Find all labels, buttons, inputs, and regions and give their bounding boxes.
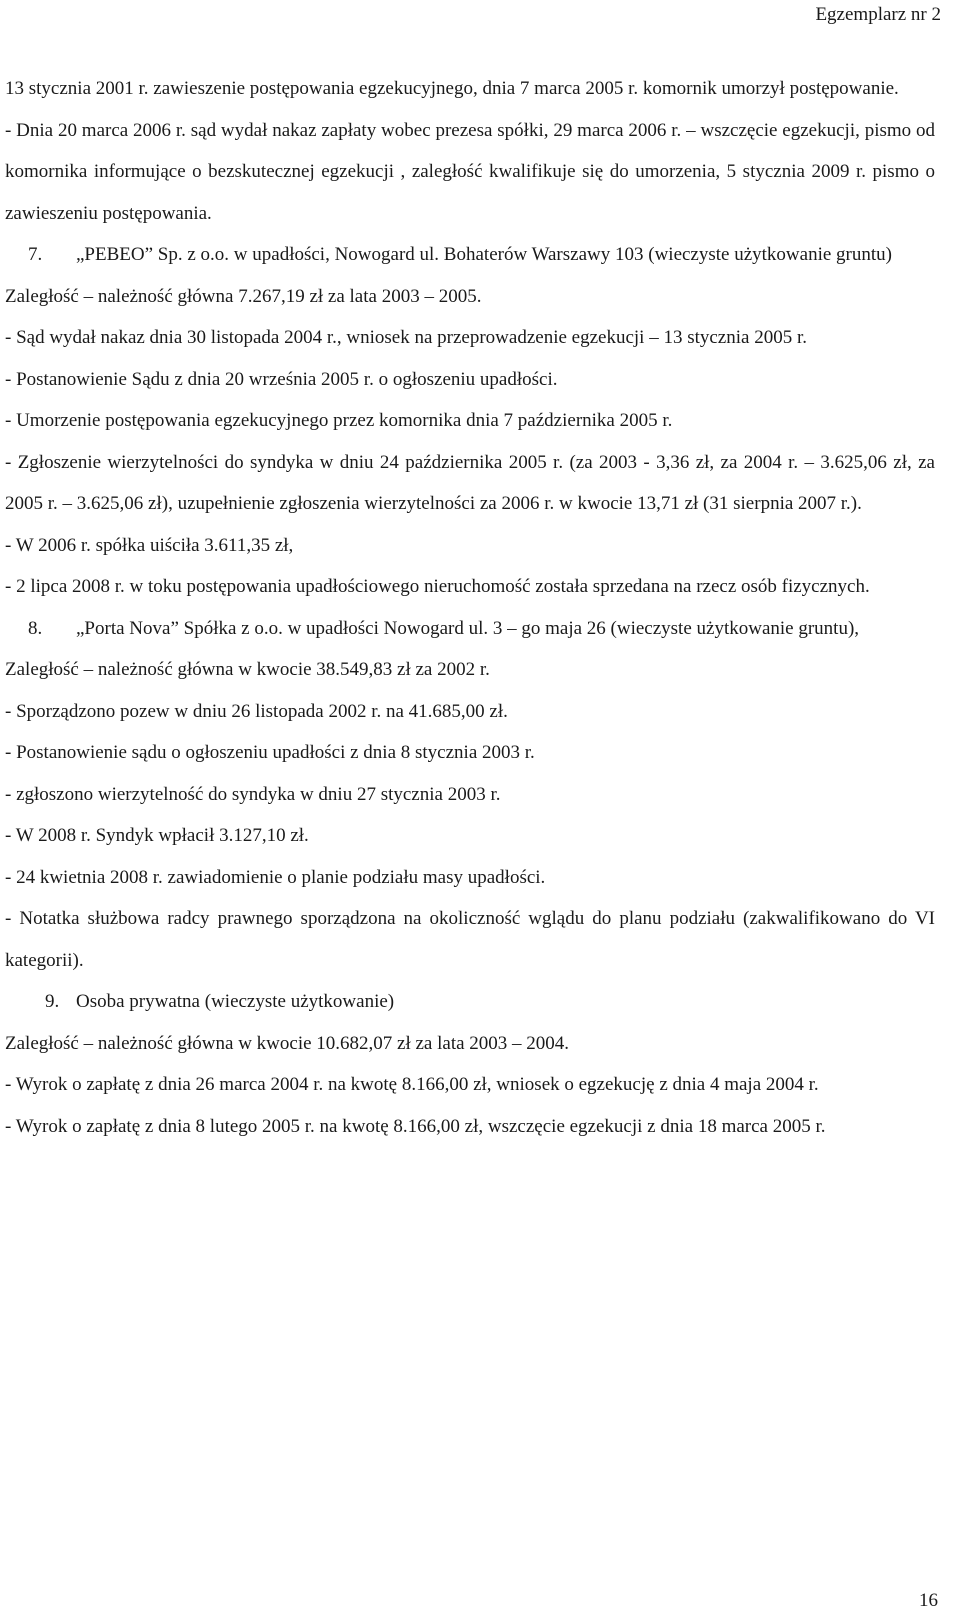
numbered-item-8 bbox=[5, 608, 935, 650]
paragraph: - Wyrok o zapłatę z dnia 26 marca 2004 r. na kwotę 8.166,00 zł, wniosek o egzekucję z dnia 4 maja 2004 r. bbox=[5, 1074, 819, 1095]
paragraph: Zaległość – należność główna 7.267,19 zł za lata 2003 – 2005. bbox=[5, 285, 482, 307]
paragraph: - Sporządzono pozew w dniu 26 listopada 2002 r. na 41.685,00 zł. bbox=[5, 700, 508, 722]
paragraph: - W 2006 r. spółka uiściła 3.611,35 zł, bbox=[5, 534, 294, 556]
paragraph: - Zgłoszenie wierzytelności do syndyka w dniu 24 października 2005 r. (za 2003 - 3,36 zł, za 2004 r. – 3.625,06 zł, za 2005 r. – 3.625,06 zł), uzupełnienie zgłoszenia wierzytelności za 2006 r. w kwocie 13,71 zł (31 sierpnia 2007 r.). bbox=[5, 451, 935, 514]
paragraph: - Postanowienie sądu o ogłoszeniu upadłości z dnia 8 stycznia 2003 r. bbox=[5, 742, 535, 763]
paragraph: - Sąd wydał nakaz dnia 30 listopada 2004 r., wniosek na przeprowadzenie egzekucji – 13 stycznia 2005 r. bbox=[5, 327, 807, 348]
numbered-item-7 bbox=[5, 234, 935, 276]
paragraph: - 24 kwietnia 2008 r. zawiadomienie o planie podziału masy upadłości. bbox=[5, 866, 546, 888]
paragraph: - Wyrok o zapłatę z dnia 8 lutego 2005 r. na kwotę 8.166,00 zł, wszczęcie egzekucji z dnia 18 marca 2005 r. bbox=[5, 1115, 826, 1137]
paragraph: Zaległość – należność główna w kwocie 38.549,83 zł za 2002 r. bbox=[5, 659, 490, 680]
item-heading: „Porta Nova” Spółka z o.o. w upadłości Nowogard ul. 3 – go maja 26 (wieczyste użytkowanie gruntu), bbox=[76, 617, 860, 639]
paragraph: - Dnia 20 marca 2006 r. sąd wydał nakaz zapłaty wobec prezesa spółki, 29 marca 2006 r. – wszczęcie egzekucji, pismo od komornika informujące o bezskutecznej egzekucji , zaległość kwalifikuje się do umorzenia, 5 stycznia 2009 r. pismo o zawieszeniu postępowania. bbox=[5, 119, 935, 224]
item-heading: „PEBEO” Sp. z o.o. w upadłości, Nowogard ul. Bohaterów Warszawy 103 (wieczyste użytkowanie gruntu) bbox=[76, 244, 892, 265]
paragraph: - zgłoszono wierzytelność do syndyka w dniu 27 stycznia 2003 r. bbox=[5, 783, 501, 805]
paragraph: 13 stycznia 2001 r. zawieszenie postępowania egzekucyjnego, dnia 7 marca 2005 r. komornik umorzył postępowanie. bbox=[5, 78, 899, 99]
paragraph: - W 2008 r. Syndyk wpłacił 3.127,10 zł. bbox=[5, 825, 309, 846]
paragraph: - Postanowienie Sądu z dnia 20 września 2005 r. o ogłoszeniu upadłości. bbox=[5, 368, 558, 390]
item-number: 7. bbox=[28, 244, 43, 265]
paragraph: - Umorzenie postępowania egzekucyjnego przez komornika dnia 7 października 2005 r. bbox=[5, 410, 673, 431]
document-body bbox=[5, 68, 935, 1147]
item-number: 8. bbox=[28, 617, 43, 639]
paragraph: - Notatka służbowa radcy prawnego sporządzona na okoliczność wglądu do planu podziału (zakwalifikowano do VI kategorii). bbox=[5, 908, 935, 971]
paragraph: Zaległość – należność główna w kwocie 10.682,07 zł za lata 2003 – 2004. bbox=[5, 1032, 570, 1054]
item-number: 9. bbox=[45, 991, 60, 1012]
numbered-item-9 bbox=[5, 981, 935, 1023]
page-number: 16 bbox=[919, 1590, 938, 1611]
paragraph: - 2 lipca 2008 r. w toku postępowania upadłościowego nieruchomość została sprzedana na rzecz osób fizycznych. bbox=[5, 576, 870, 597]
item-heading: Osoba prywatna (wieczyste użytkowanie) bbox=[76, 991, 395, 1012]
copy-number-label: Egzemplarz nr 2 bbox=[815, 4, 941, 25]
